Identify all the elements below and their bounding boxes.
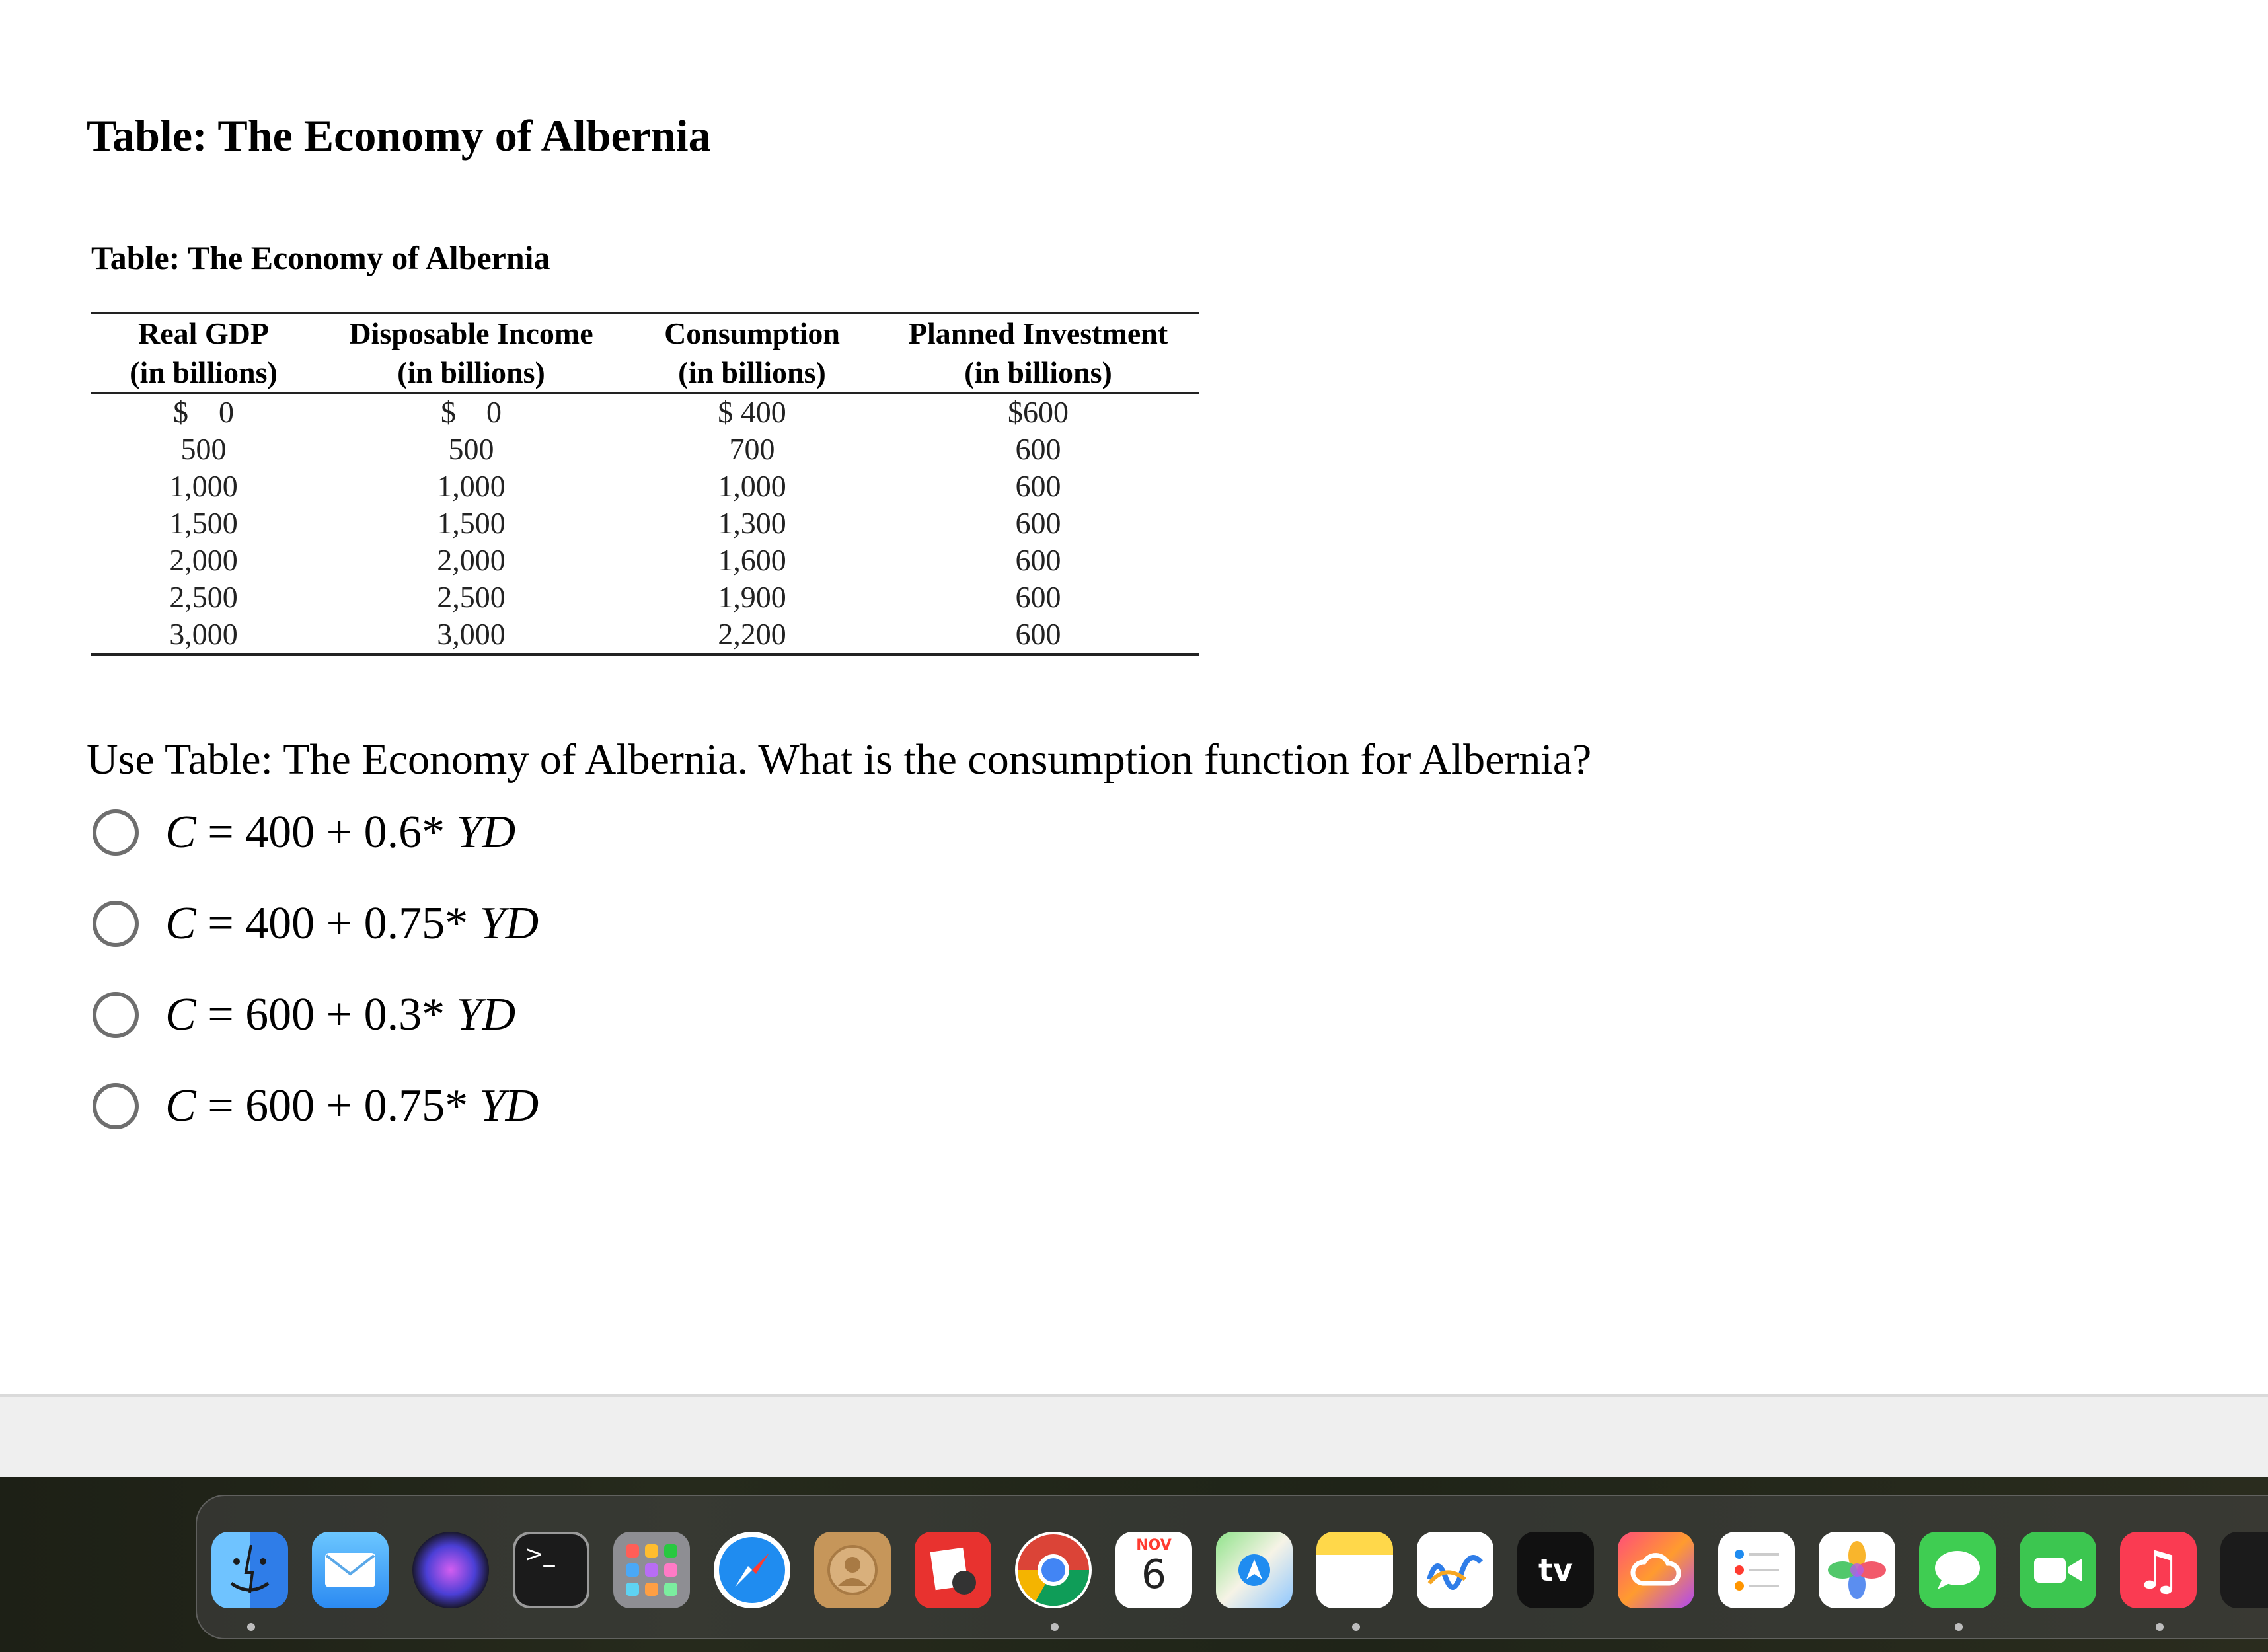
var-yd: YD [479,898,539,949]
cloud-icon [1630,1550,1682,1590]
cell-consumption: 1,300 [718,506,786,540]
cell-planned-investment: $600 [1008,395,1069,429]
option-label [165,1076,539,1136]
var-yd: YD [456,807,516,858]
economy-table-figure [91,231,1201,651]
answer-option-1[interactable] [93,800,515,866]
option-label [165,894,539,954]
option-label [165,985,515,1045]
cell-disposable-income: 2,000 [437,543,506,577]
finder-face-icon [211,1532,288,1608]
table-row [91,468,1199,505]
answer-option-2[interactable] [93,891,539,957]
var-yd: YD [456,989,516,1040]
cell-planned-investment: 600 [1015,543,1061,577]
economy-table [91,312,1199,656]
map-arrow-icon [1228,1544,1281,1596]
answer-option-3[interactable] [93,982,515,1048]
speech-bubble-icon [1931,1547,1984,1593]
freeform-icon[interactable] [1417,1532,1493,1608]
cell-planned-investment: 600 [1015,580,1061,614]
radio-button[interactable] [93,1083,139,1129]
person-icon [826,1544,879,1596]
table-row [91,393,1199,432]
flower-icon [1825,1538,1889,1602]
header-unit: (in billions) [91,353,316,393]
finder-icon[interactable] [211,1532,288,1608]
calendar-icon[interactable] [1115,1532,1192,1608]
var-c: C [165,898,196,949]
header-unit: (in billions) [878,353,1199,393]
running-indicator [1352,1623,1360,1631]
table-row [91,431,1199,468]
header-unit: (in billions) [316,353,626,393]
running-indicator [1955,1623,1963,1631]
cell-disposable-income: 1,000 [437,469,506,503]
photo-booth-icon[interactable] [915,1532,991,1608]
contacts-icon[interactable] [814,1532,891,1608]
envelope-icon [324,1552,377,1589]
messages-icon[interactable] [1919,1532,1996,1608]
music-icon[interactable] [2120,1532,2197,1608]
cell-disposable-income: 3,000 [316,616,626,654]
squiggle-icon [1425,1550,1485,1590]
chrome-logo-icon [1015,1532,1092,1608]
voice-memos-icon[interactable] [2220,1532,2268,1608]
option-equation: = 400 + 0.75* [196,898,480,949]
apple-tv-icon[interactable] [1517,1532,1594,1608]
header-disposable-income: Disposable Income [316,313,626,354]
running-indicator [2156,1623,2164,1631]
option-equation: = 400 + 0.6* [196,807,457,858]
app-grid-icon [622,1540,681,1600]
answer-option-4[interactable] [93,1073,539,1139]
option-equation: = 600 + 0.75* [196,1080,480,1131]
table-row [91,542,1199,579]
video-camera-icon [2031,1554,2084,1587]
browser-bottom-bar [0,1394,2268,1480]
table-caption: Table: The Economy of Albernia [91,239,550,276]
header-consumption: Consumption [626,313,878,354]
compass-icon [716,1534,788,1606]
var-c: C [165,1080,196,1131]
cell-planned-investment: 600 [1015,469,1061,503]
radio-button[interactable] [93,809,139,856]
question-text: Use Table: The Economy of Albernia. What is the consumption function for Albernia? [87,735,1592,784]
radio-button[interactable] [93,992,139,1038]
table-row [91,505,1199,542]
header-unit: (in billions) [626,353,878,393]
mail-icon[interactable] [312,1532,389,1608]
header-planned-investment: Planned Investment [878,313,1199,354]
cell-consumption: 1,600 [718,543,786,577]
calendar-month: NOV [1136,1537,1172,1554]
header-real-gdp: Real GDP [91,313,316,354]
var-c: C [165,989,196,1040]
music-note-icon: ♫ [2135,1539,2182,1601]
creative-cloud-icon[interactable] [1618,1532,1694,1608]
cell-disposable-income: 500 [448,432,494,466]
cell-real-gdp: 1,000 [169,469,238,503]
reminders-icon[interactable] [1718,1532,1795,1608]
cell-real-gdp: 2,000 [169,543,238,577]
option-equation: = 600 + 0.3* [196,989,457,1040]
siri-icon[interactable] [412,1532,489,1608]
facetime-icon[interactable] [2020,1532,2096,1608]
page-title: Table: The Economy of Albernia [87,110,711,161]
table-row [91,579,1199,616]
cell-real-gdp: $ 0 [173,395,234,429]
running-indicator [1051,1623,1059,1631]
notes-icon[interactable] [1316,1532,1393,1608]
terminal-icon[interactable]: >_ [513,1532,589,1608]
cell-disposable-income: 2,500 [437,580,506,614]
cell-real-gdp: 1,500 [169,506,238,540]
safari-icon[interactable] [714,1532,790,1608]
cell-consumption: 1,000 [718,469,786,503]
checklist-icon [1729,1542,1784,1598]
tv-label: tv [1538,1552,1573,1588]
cell-consumption: $ 400 [718,395,786,429]
calendar-day: 6 [1141,1552,1167,1598]
cell-consumption: 2,200 [626,616,878,654]
cell-real-gdp: 3,000 [91,616,316,654]
cell-planned-investment: 600 [1015,506,1061,540]
var-yd: YD [479,1080,539,1131]
photos-icon[interactable] [1819,1532,1895,1608]
maps-icon[interactable] [1216,1532,1293,1608]
cell-consumption: 1,900 [718,580,786,614]
cell-consumption: 700 [729,432,775,466]
chrome-icon[interactable] [1015,1532,1092,1608]
cell-real-gdp: 2,500 [169,580,238,614]
running-indicator [247,1623,255,1631]
cell-disposable-income: $ 0 [441,395,502,429]
camera-photos-icon [923,1540,983,1600]
launchpad-icon[interactable] [613,1532,690,1608]
option-label [165,803,515,862]
cell-real-gdp: 500 [180,432,227,466]
cell-planned-investment: 600 [878,616,1199,654]
cell-planned-investment: 600 [1015,432,1061,466]
table-row [91,616,1199,654]
var-c: C [165,807,196,858]
radio-button[interactable] [93,901,139,947]
cell-disposable-income: 1,500 [437,506,506,540]
